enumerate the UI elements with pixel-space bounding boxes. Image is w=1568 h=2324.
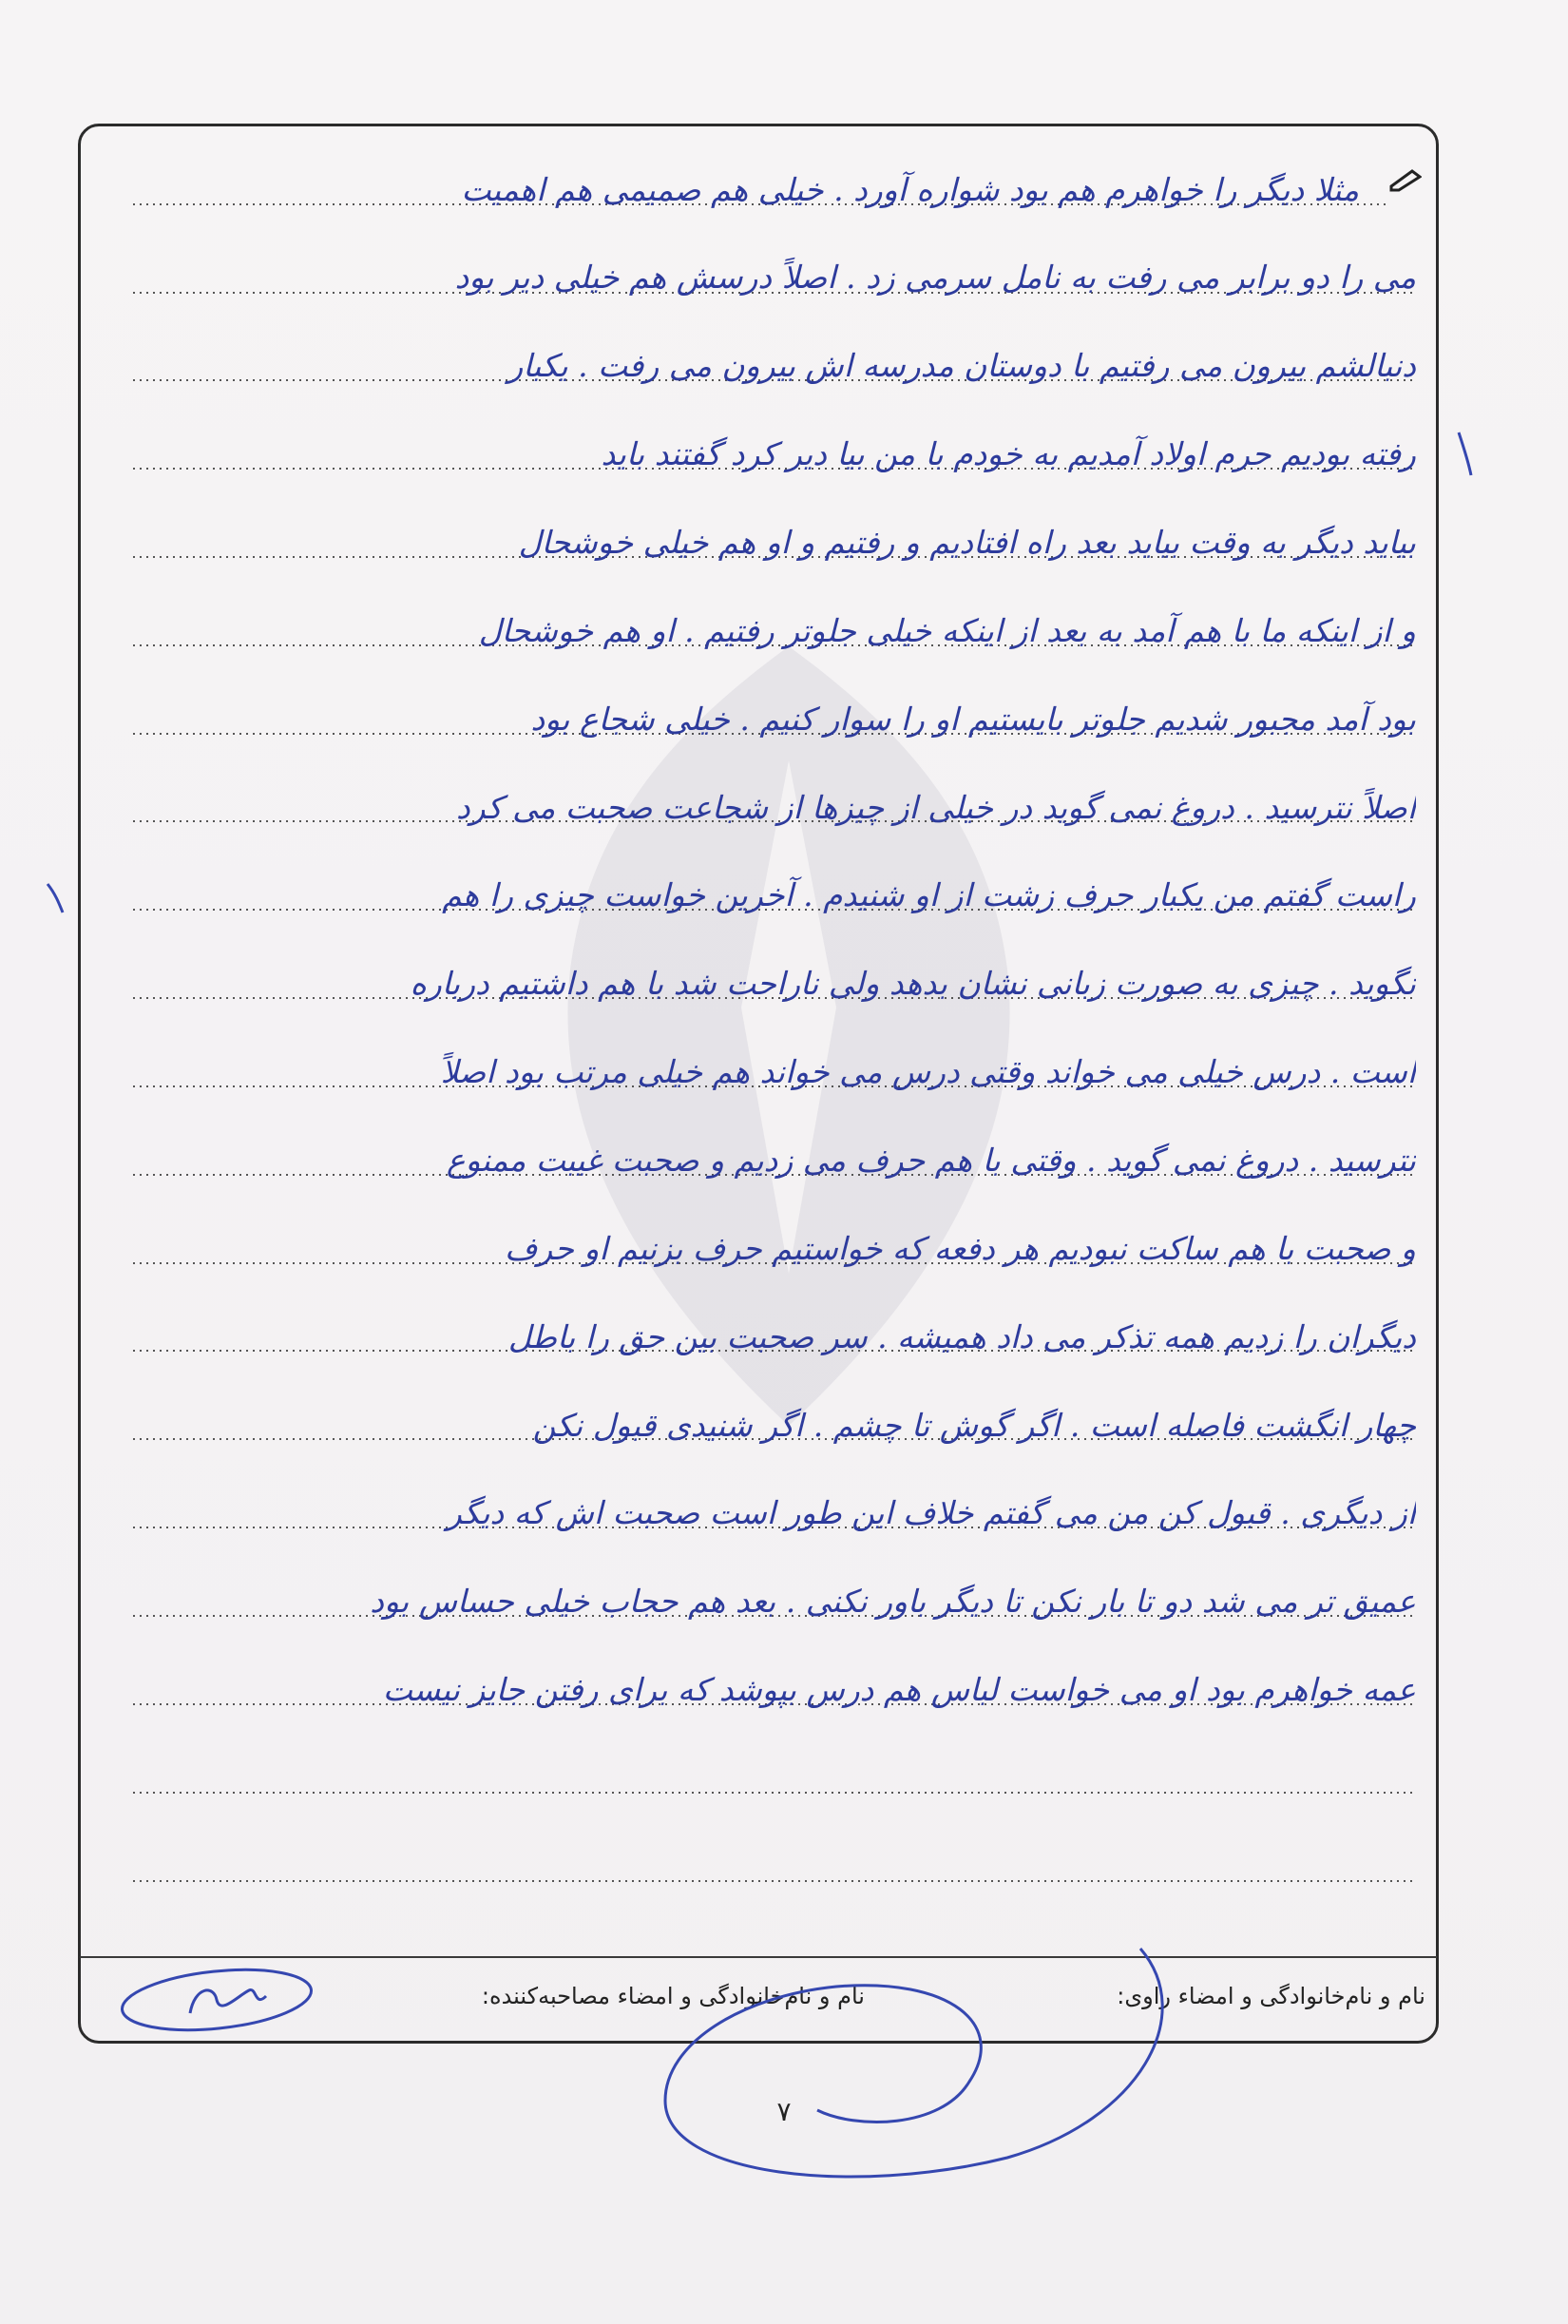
handwritten-line: عمه خواهرم بود او می خواست لباس هم درس بپوشد که برای رفتن جایز نیست xyxy=(382,1671,1416,1708)
handwritten-line: و از اینکه ما با هم آمد به بعد از اینکه خیلی جلوتر رفتیم . او هم خوشحال xyxy=(478,612,1416,649)
handwritten-line: راست گفتم من یکبار حرف زشت از او شنیدم . آخرین خواست چیزی را هم xyxy=(442,876,1416,913)
handwritten-line: چهار انگشت فاصله است . اگر گوش تا چشم . اگر شنیدی قبول نکن xyxy=(532,1407,1416,1444)
handwritten-line: از دیگری . قبول کن من می گفتم خلاف این طور است صحبت اش که دیگر xyxy=(446,1494,1416,1531)
handwritten-line: می را دو برابر می رفت به نامل سرمی زد . اصلاً درسش هم خیلی دیر بود xyxy=(454,259,1416,296)
handwritten-line: دنبالشم بیرون می رفتیم با دوستان مدرسه اش بیرون می رفت . یکبار xyxy=(507,347,1416,384)
handwritten-line: اصلاً نترسید . دروغ نمی گوید در خیلی از چیزها از شجاعت صحبت می کرد xyxy=(455,789,1416,826)
handwritten-line: دیگران را زدیم همه تذکر می داد همیشه . سر صحبت بین حق را باطل xyxy=(507,1318,1416,1355)
footer-divider xyxy=(80,1956,1437,1958)
pencil-icon xyxy=(1389,167,1422,192)
handwritten-line: نترسید . دروغ نمی گوید . وقتی با هم حرف می زدیم و صحبت غیبت ممنوع xyxy=(446,1142,1416,1179)
interviewer-signature-label: نام و نام‌خانوادگی و امضاء مصاحبه‌کننده: xyxy=(481,1983,865,2009)
handwritten-line: است . درس خیلی می خواند وقتی درس می خواند هم خیلی مرتب بود اصلاً xyxy=(440,1053,1416,1090)
signature-footer xyxy=(95,1977,1425,2025)
handwritten-line: و صحبت با هم ساکت نبودیم هر دفعه که خواستیم حرف بزنیم او حرف xyxy=(505,1230,1416,1267)
handwritten-line: رفته بودیم حرم اولاد آمدیم به خودم با من بیا دیر کرد گفتند باید xyxy=(601,435,1416,472)
handwritten-line: عمیق تر می شد دو تا بار نکن تا دیگر باور نکنی . بعد هم حجاب خیلی حساس بود xyxy=(370,1583,1416,1620)
handwritten-line: بود آمد مجبور شدیم جلوتر بایستیم او را سوار کنیم . خیلی شجاع بود xyxy=(530,701,1416,738)
page-number: ۷ xyxy=(776,2096,792,2127)
narrator-signature-label: نام و نام‌خانوادگی و امضاء راوی: xyxy=(1117,1983,1425,2009)
handwritten-line: مثلا دیگر را خواهرم هم بود شواره آورد . خیلی هم صمیمی هم اهمیت xyxy=(461,171,1359,208)
handwritten-line: نگوید . چیزی به صورت زبانی نشان بدهد ولی ناراحت شد با هم داشتیم درباره xyxy=(410,965,1416,1002)
handwritten-line: بیاید دیگر به وقت بیاید بعد راه افتادیم و رفتیم و او هم خیلی خوشحال xyxy=(518,524,1416,561)
